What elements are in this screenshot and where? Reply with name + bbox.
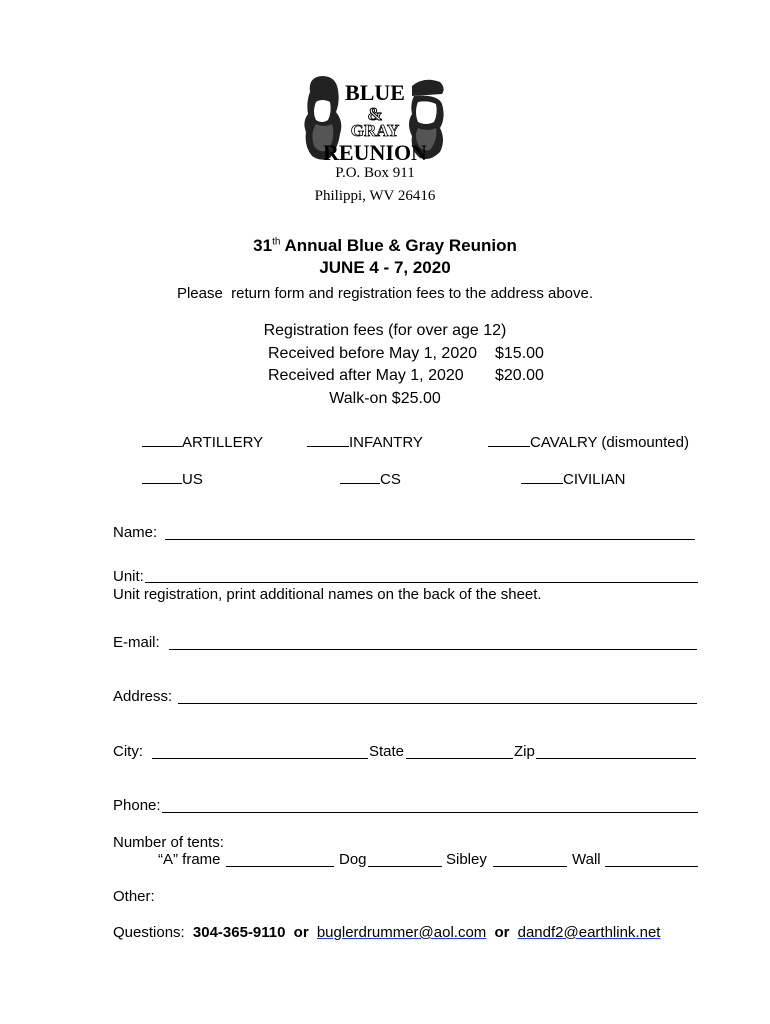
return-instruction: Please return form and registration fees to the address above. <box>176 285 594 302</box>
zip-label: Zip <box>514 743 535 760</box>
tent-a-frame-label: “A” frame <box>158 851 221 868</box>
logo-ampersand: & <box>367 104 383 124</box>
address-line-1: P.O. Box 911 <box>335 165 415 181</box>
fee-before-label: Received before May 1, 2020 <box>268 345 478 362</box>
tent-dog-field[interactable] <box>368 866 442 867</box>
name-label: Name: <box>113 524 158 541</box>
tents-header: Number of tents: <box>113 834 224 851</box>
option-infantry-label: INFANTRY <box>349 434 423 451</box>
fee-before-amount: $15.00 <box>495 345 544 362</box>
address-field[interactable] <box>178 703 697 704</box>
infantry-blank[interactable] <box>307 432 349 447</box>
city-field[interactable] <box>152 758 368 759</box>
logo-word-reunion: REUNION <box>323 140 427 165</box>
option-cavalry[interactable] <box>488 432 689 451</box>
unit-label: Unit: <box>113 568 144 585</box>
option-cs-label: CS <box>380 471 401 488</box>
questions-or-2: or <box>494 924 510 941</box>
logo-word-blue: BLUE <box>345 80 405 105</box>
other-label: Other: <box>113 888 155 905</box>
tent-wall-field[interactable] <box>605 866 698 867</box>
tent-dog-label: Dog <box>339 851 367 868</box>
city-label: City: <box>113 743 143 760</box>
email-label: E-mail: <box>113 634 160 651</box>
civilian-blank[interactable] <box>521 469 563 484</box>
option-cavalry-label: CAVALRY (dismounted) <box>530 434 689 451</box>
logo-word-gray: GRAY <box>350 121 400 140</box>
questions-label: Questions: <box>113 924 185 941</box>
option-cs[interactable] <box>340 469 401 488</box>
questions-line <box>113 924 660 941</box>
fees-header: Registration fees (for over age 12) <box>263 322 507 339</box>
artillery-blank[interactable] <box>142 432 182 447</box>
fee-before-row <box>268 345 568 363</box>
cavalry-blank[interactable] <box>488 432 530 447</box>
option-infantry[interactable] <box>307 432 423 451</box>
unit-field[interactable] <box>145 582 698 583</box>
event-dates: JUNE 4 - 7, 2020 <box>319 258 451 277</box>
questions-or-1: or <box>293 924 309 941</box>
title-text: Annual Blue & Gray Reunion <box>280 236 517 255</box>
tent-sibley-label: Sibley <box>446 851 487 868</box>
phone-field[interactable] <box>162 812 698 813</box>
email-link-dandf2[interactable]: dandf2@earthlink.net <box>517 924 661 941</box>
tent-sibley-field[interactable] <box>493 866 567 867</box>
email-link-buglerdrummer[interactable]: buglerdrummer@aol.com <box>316 924 487 941</box>
fee-after-amount: $20.00 <box>495 367 544 384</box>
state-label: State <box>369 743 405 760</box>
tent-a-frame-field[interactable] <box>226 866 334 867</box>
option-us-label: US <box>182 471 203 488</box>
option-artillery[interactable] <box>142 432 263 451</box>
name-field[interactable] <box>165 539 695 540</box>
questions-phone: 304-365-9110 <box>192 924 286 941</box>
option-artillery-label: ARTILLERY <box>182 434 264 451</box>
state-field[interactable] <box>406 758 513 759</box>
cs-blank[interactable] <box>340 469 380 484</box>
fee-walkon: Walk-on $25.00 <box>329 390 441 407</box>
address-line-2: Philippi, WV 26416 <box>314 188 436 204</box>
title-ordinal-suffix: th <box>272 236 281 248</box>
fee-after-row <box>268 367 568 385</box>
us-blank[interactable] <box>142 469 182 484</box>
option-civilian-label: CIVILIAN <box>563 471 626 488</box>
phone-label: Phone: <box>113 797 161 814</box>
email-field[interactable] <box>169 649 697 650</box>
unit-note: Unit registration, print additional names on the back of the sheet. <box>113 586 542 603</box>
option-civilian[interactable] <box>521 469 626 488</box>
event-title <box>0 236 770 256</box>
option-us[interactable] <box>142 469 203 488</box>
address-label: Address: <box>113 688 173 705</box>
zip-field[interactable] <box>536 758 696 759</box>
fee-after-label: Received after May 1, 2020 <box>268 367 464 384</box>
tent-wall-label: Wall <box>572 851 601 868</box>
title-ordinal-number: 31 <box>253 236 273 255</box>
